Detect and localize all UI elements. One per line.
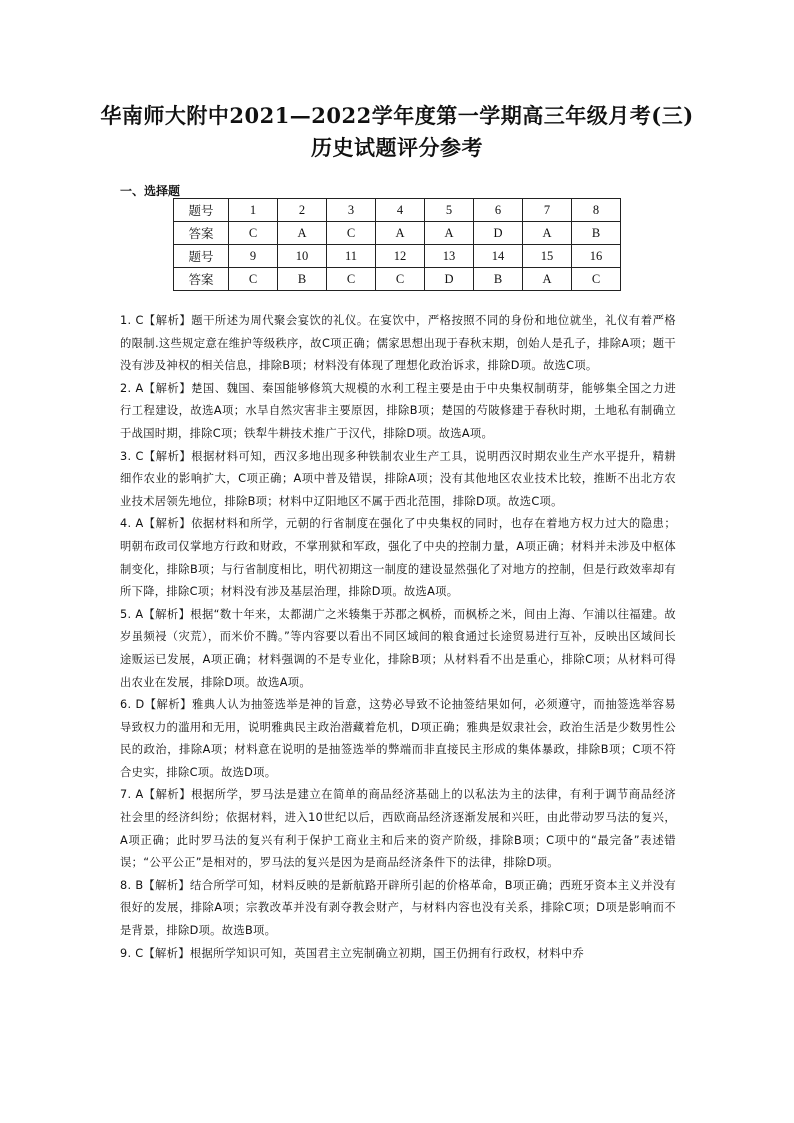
row-header: 答案 bbox=[174, 222, 229, 245]
table-cell: C bbox=[327, 268, 376, 291]
table-cell: A bbox=[425, 222, 474, 245]
table-cell: 2 bbox=[278, 199, 327, 222]
table-cell: D bbox=[425, 268, 474, 291]
explanation-item: 2. A【解析】楚国、魏国、秦国能够修筑大规模的水利工程主要是由于中央集权制萌芽，能够集全国之力进行工程建设，故选A项；水旱自然灾害非主要原因，排除B项；楚国的芍陂修建于春秋时期，土地私有制确立于战国时期，排除C项；铁犁牛耕技术推广于汉代，排除D项。故选A项。 bbox=[120, 381, 676, 440]
explanation-item: 7. A【解析】根据所学，罗马法是建立在简单的商品经济基础上的以私法为主的法律，有利于调节商品经济社会里的经济纠纷；依据材料，进入10世纪以后，西欧商品经济逐渐发展和兴旺，由此带动罗马法的复兴，A项正确；此时罗马法的复兴有利于保护工商业主和后来的资产阶级，排除B项；C项中的“最完备”表述错误；“公平公正”是相对的，罗马法的复兴是因为是商品经济条件下的法律，排除D项。 bbox=[120, 788, 676, 870]
table-cell: D bbox=[474, 222, 523, 245]
table-cell: 4 bbox=[376, 199, 425, 222]
explanation-item: 8. B【解析】结合所学可知，材料反映的是新航路开辟所引起的价格革命，B项正确；西班牙资本主义并没有很好的发展，排除A项；宗教改革并没有剥夺教会财产，与材料内容也没有关系，排除C项；D项是影响而不是背景，排除D项。故选B项。 bbox=[120, 878, 676, 938]
explanation-item: 3. C【解析】根据材料可知，西汉多地出现多种铁制农业生产工具，说明西汉时期农业生产水平提升，精耕细作农业的影响扩大，C项正确；A项中普及错误，排除A项；没有其他地区农业技术比较，推断不出北方农业技术居领先地位，排除B项；材料中辽阳地区不属于西北范围，排除D项。故选C项。 bbox=[120, 449, 676, 508]
table-cell: B bbox=[278, 268, 327, 291]
table-row bbox=[174, 268, 621, 291]
explanations-body bbox=[120, 310, 676, 965]
table-cell: 6 bbox=[474, 199, 523, 222]
table-cell: 8 bbox=[572, 199, 621, 222]
row-header: 题号 bbox=[174, 199, 229, 222]
table-cell: A bbox=[278, 222, 327, 245]
table-cell: 15 bbox=[523, 245, 572, 268]
table-cell: 13 bbox=[425, 245, 474, 268]
table-cell: 12 bbox=[376, 245, 425, 268]
table-cell: 10 bbox=[278, 245, 327, 268]
table-cell: C bbox=[572, 268, 621, 291]
explanation-item: 9. C【解析】根据所学知识可知，英国君主立宪制确立初期，国王仍拥有行政权，材料中乔 bbox=[120, 946, 585, 960]
document-subtitle: 历史试题评分参考 bbox=[311, 135, 483, 160]
document-title: 华南师大附中2021—2022学年度第一学期高三年级月考(三) bbox=[100, 103, 694, 128]
answer-table bbox=[173, 198, 621, 291]
explanation-item: 4. A【解析】依据材料和所学，元朝的行省制度在强化了中央集权的同时，也存在着地方权力过大的隐患；明朝布政司仅掌地方行政和财政，不掌刑狱和军政，强化了中央的控制力量，A项正确；材料并未涉及中枢体制变化，排除B项；与行省制度相比，明代初期这一制度的建设显然强化了对地方的控制，但是行政效率却有所下降，排除C项；材料没有涉及基层治理，排除D项。故选A项。 bbox=[120, 517, 676, 599]
table-row bbox=[174, 245, 621, 268]
table-cell: C bbox=[376, 268, 425, 291]
table-cell: C bbox=[229, 222, 278, 245]
table-cell: 3 bbox=[327, 199, 376, 222]
table-cell: C bbox=[327, 222, 376, 245]
explanation-item: 1. C【解析】题干所述为周代聚会宴饮的礼仪。在宴饮中，严格按照不同的身份和地位就坐，礼仪有着严格的限制.这些规定意在维护等级秩序，故C项正确；儒家思想出现于春秋末期，创始人是孔子，排除A项；题干没有涉及神权的相关信息，排除B项；材料没有体现了理想化政治诉求，排除D项。故选C项。 bbox=[120, 314, 676, 373]
table-cell: C bbox=[229, 268, 278, 291]
table-cell: B bbox=[572, 222, 621, 245]
row-header: 答案 bbox=[174, 268, 229, 291]
table-cell: 16 bbox=[572, 245, 621, 268]
table-cell: 7 bbox=[523, 199, 572, 222]
table-row bbox=[174, 199, 621, 222]
table-cell: 9 bbox=[229, 245, 278, 268]
table-cell: A bbox=[523, 268, 572, 291]
section-heading: 一、选择题 bbox=[120, 184, 181, 198]
table-cell: B bbox=[474, 268, 523, 291]
table-cell: A bbox=[376, 222, 425, 245]
table-cell: 1 bbox=[229, 199, 278, 222]
explanation-item: 5. A【解析】根据“数十年来，太都湖广之米辏集于苏郡之枫桥，而枫桥之米，间由上海、乍浦以往福建。故岁虽频祲（灾荒），而米价不腾。”等内容要以看出不同区域间的粮食通过长途贸易进行互补，反映出区域间长途贩运已发展，A项正确；材料强调的不是专业化，排除B项；从材料看不出是重心，排除C项；从材料可得出农业在发展，排除D项。故选A项。 bbox=[120, 607, 676, 689]
row-header: 题号 bbox=[174, 245, 229, 268]
table-cell: 5 bbox=[425, 199, 474, 222]
table-cell: 11 bbox=[327, 245, 376, 268]
table-cell: A bbox=[523, 222, 572, 245]
explanation-item: 6. D【解析】雅典人认为抽签选举是神的旨意，这势必导致不论抽签结果如何，必须遵守，而抽签选举容易导致权力的滥用和无用，说明雅典民主政治潜藏着危机，D项正确；雅典是奴隶社会，政治生活是少数男性公民的政治，排除A项；材料意在说明的是抽签选举的弊端而非直接民主形成的集体暴政，排除B项；C项不符合史实，排除C项。故选D项。 bbox=[120, 698, 676, 779]
table-cell: 14 bbox=[474, 245, 523, 268]
table-row bbox=[174, 222, 621, 245]
